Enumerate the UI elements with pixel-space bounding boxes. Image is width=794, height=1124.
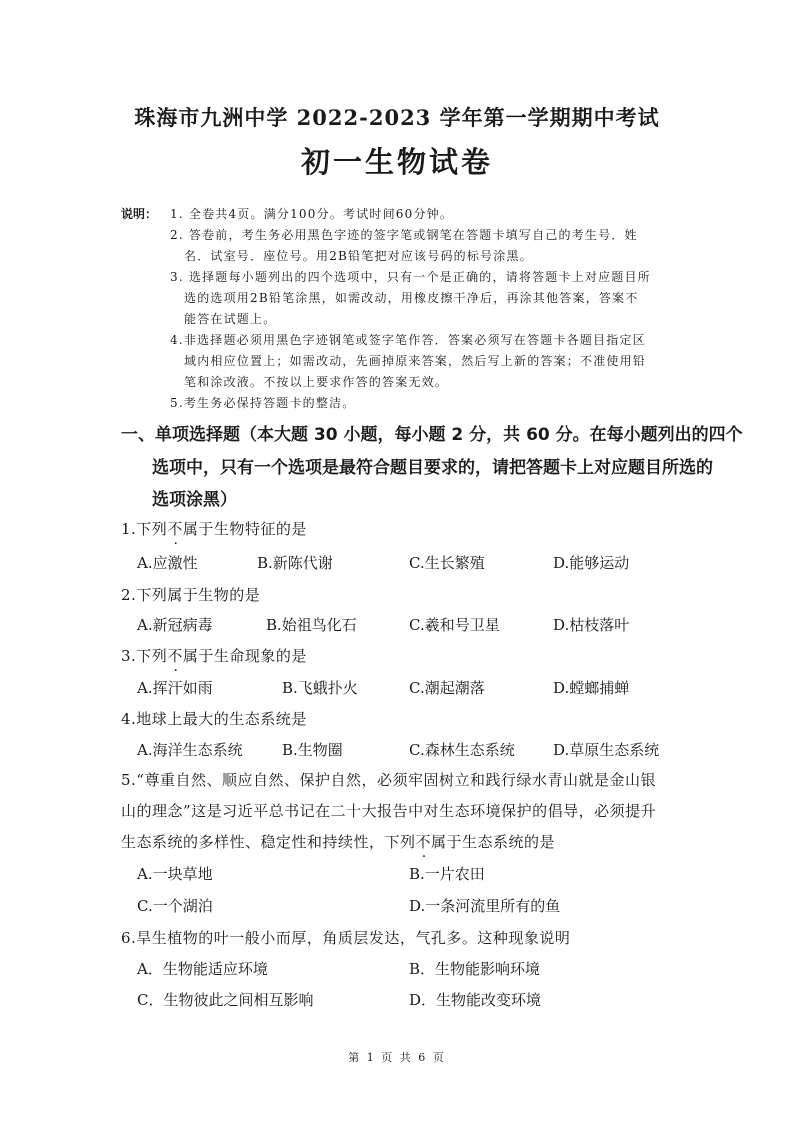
question-2: 2.下列属于生物的是	[121, 586, 261, 604]
option-c: C．生物彼此之间相互影响	[137, 991, 314, 1009]
note-line: 1. 全卷共4页。满分100分。考试时间60分钟。	[170, 207, 454, 221]
question-6: 6.旱生植物的叶一般小而厚，角质层发达，气孔多。这种现象说明	[121, 929, 571, 947]
question-5-line3	[121, 831, 555, 852]
question-text: 属于生态系统的是	[431, 833, 556, 851]
option-a: A.一块草地	[137, 865, 213, 883]
question-4: 4.地球上最大的生态系统是	[121, 710, 307, 728]
page-number: 第 1 页 共 6 页	[348, 1051, 446, 1064]
question-text: 3.下列	[121, 647, 168, 665]
exam-title: 珠海市九洲中学 2022-2023 学年第一学期期中考试	[134, 105, 660, 130]
option-c: C.生长繁殖	[409, 554, 485, 572]
emphasis-mark: 不	[167, 647, 183, 665]
emphasis-mark: 不	[167, 520, 183, 538]
option-c: C.森林生态系统	[409, 741, 515, 759]
question-text: 属于生物特征的是	[182, 520, 307, 538]
option-b: B．生物能影响环境	[409, 960, 541, 978]
section-heading: 一、单项选择题（本大题 30 小题，每小题 2 分，共 60 分。在每小题列出的四个	[121, 425, 743, 445]
option-d: D.草原生态系统	[553, 741, 660, 759]
option-d: D.枯枝落叶	[553, 616, 630, 634]
question-1	[121, 518, 307, 539]
question-text: 生态系统的多样性、稳定性和持续性，下列	[121, 833, 416, 851]
section-heading: 选项中，只有一个选项是最符合题目要求的，请把答题卡上对应题目所选的	[152, 458, 713, 478]
option-a: A．生物能适应环境	[137, 960, 268, 978]
question-5-line2: 山的理念”这是习近平总书记在二十大报告中对生态环境保护的倡导，必须提升	[121, 802, 657, 820]
option-b: B.新陈代谢	[257, 554, 333, 572]
question-text: 1.下列	[121, 520, 168, 538]
option-d: D.一条河流里所有的鱼	[409, 897, 561, 915]
option-d: D．生物能改变环境	[409, 991, 542, 1009]
option-a: A.海洋生态系统	[137, 741, 243, 759]
option-a: A.新冠病毒	[137, 616, 213, 634]
note-line: 能答在试题上。	[184, 312, 277, 326]
question-3	[121, 645, 307, 666]
note-line: 5.考生务必保持答题卡的整洁。	[170, 396, 356, 410]
option-a: A.挥汗如雨	[137, 679, 213, 697]
option-c: C.一个湖泊	[137, 897, 213, 915]
note-line: 4.非选择题必须用黑色字迹钢笔或签字笔作答．答案必须写在答题卡各题目指定区	[170, 333, 646, 347]
option-b: B.一片农田	[409, 865, 485, 883]
option-b: B.始祖鸟化石	[266, 616, 357, 634]
note-line: 笔和涂改液。不按以上要求作答的答案无效。	[184, 375, 449, 389]
note-line: 选的选项用2B铅笔涂黑，如需改动，用橡皮擦干净后，再涂其他答案，答案不	[184, 291, 639, 305]
note-line: 2. 答卷前，考生务必用黑色字迹的签字笔或钢笔在答题卡填写自己的考生号．姓	[170, 228, 638, 242]
option-d: D.螳螂捕蝉	[553, 679, 630, 697]
option-c: C.潮起潮落	[409, 679, 485, 697]
option-d: D.能够运动	[553, 554, 630, 572]
option-b: B.生物圈	[282, 741, 343, 759]
question-5: 5.“尊重自然、顺应自然、保护自然，必须牢固树立和践行绿水青山就是金山银	[121, 771, 656, 789]
emphasis-mark: 不	[415, 833, 432, 851]
option-a: A.应激性	[137, 554, 198, 572]
section-heading: 选项涂黑）	[152, 490, 237, 510]
option-c: C.羲和号卫星	[409, 616, 500, 634]
question-text: 属于生命现象的是	[182, 647, 307, 665]
notes-label: 说明：	[121, 207, 158, 221]
option-b: B.飞蛾扑火	[282, 679, 358, 697]
note-line: 名．试室号．座位号。用2B铅笔把对应该号码的标号涂黑。	[184, 249, 533, 263]
note-line: 3. 选择题每小题列出的四个选项中，只有一个是正确的，请将答题卡上对应题目所	[170, 270, 651, 284]
exam-subtitle: 初一生物试卷	[300, 145, 493, 179]
note-line: 域内相应位置上；如需改动，先画掉原来答案，然后写上新的答案；不准使用铅	[184, 354, 647, 368]
